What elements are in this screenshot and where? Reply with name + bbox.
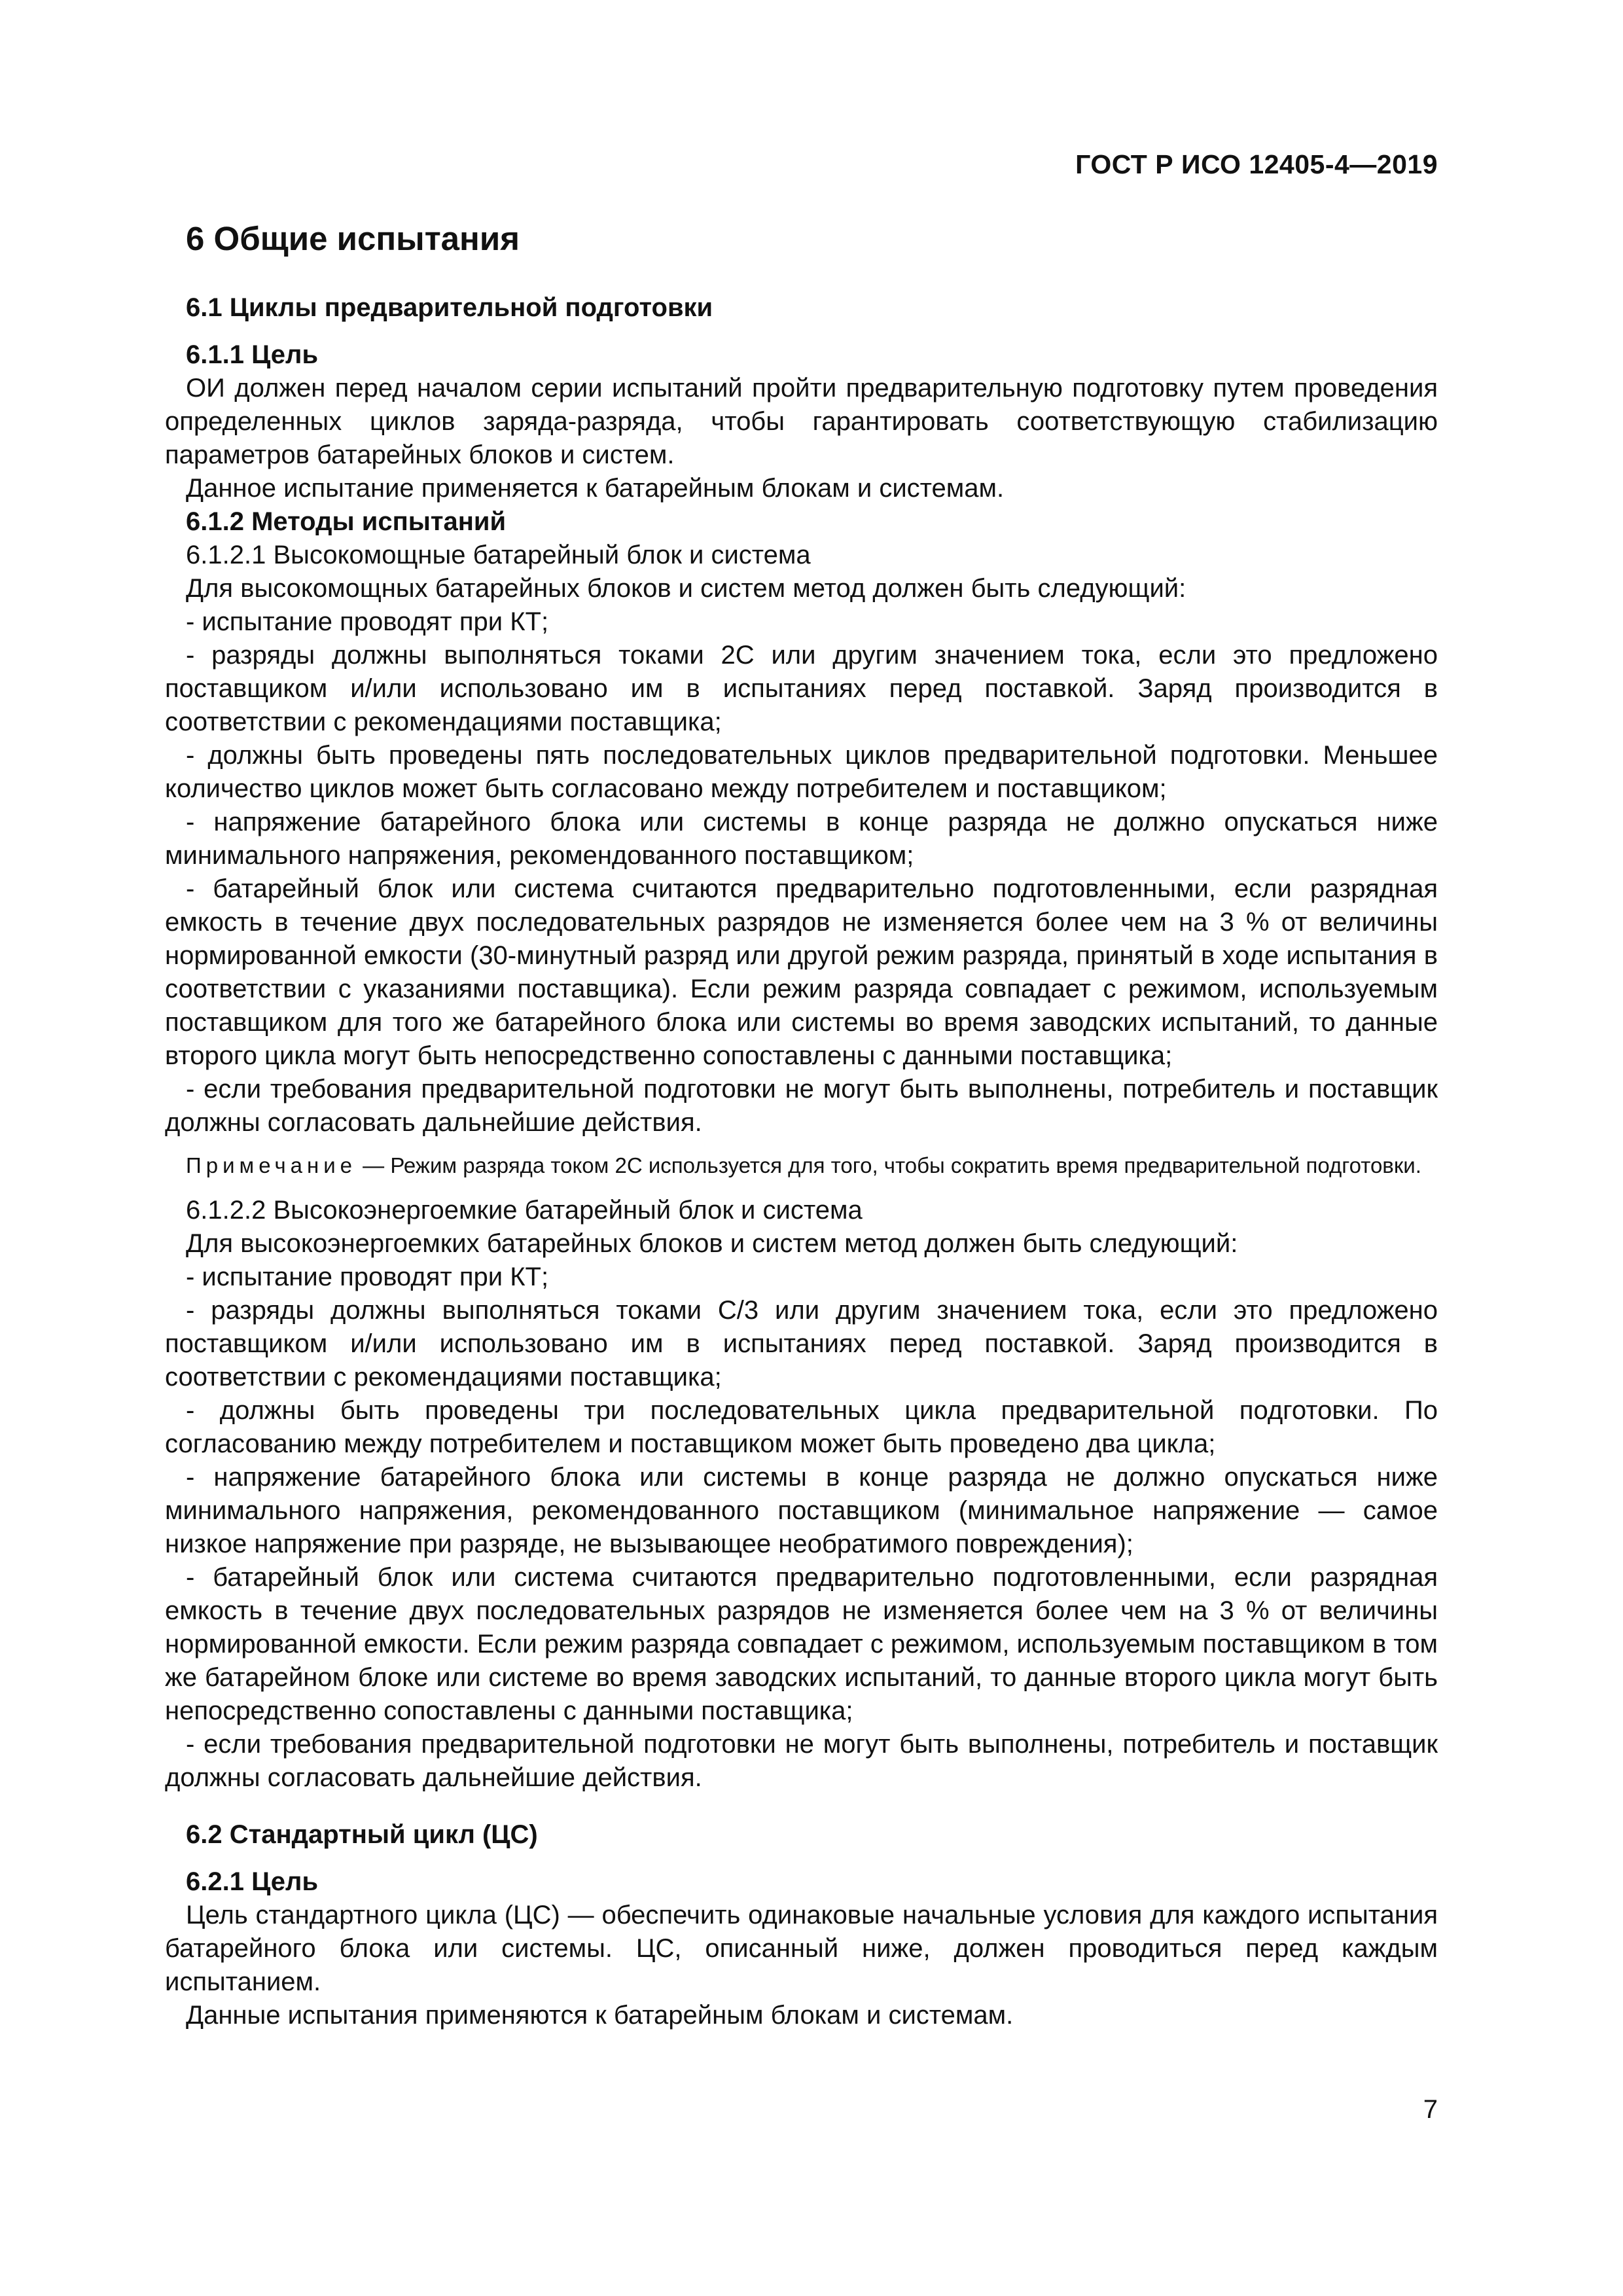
list-item: - разряды должны выполняться токами C/3 или другим значением тока, если это предложено поставщиком и/или использовано им в испытаниях перед поставкой. Заряд производится в соответствии с рекомендациями поставщика; bbox=[165, 1296, 1438, 1391]
clause-6-2-1-title: 6.2.1 Цель bbox=[186, 1867, 319, 1896]
section-title: 6 Общие испытания bbox=[186, 220, 520, 257]
list-item: - батарейный блок или система считаются предварительно подготовленными, если разрядная емкость в течение двух последовательных разрядов не изменяется более чем на 3 % от величины нормированной емкости. Если режим разряда совпадает с режимом, используемым поставщиком в том же батарейном блоке или системе во время заводских испытаний, то данные второго цикла могут быть непосредственно сопоставлены с данными поставщика; bbox=[165, 1563, 1438, 1725]
list-item: - напряжение батарейного блока или системы в конце разряда не должно опускаться ниже минимального напряжения, рекомендованного поставщиком (минимальное напряжение — самое низкое напряжение при разряде, не вызывающее необратимого повреждения); bbox=[165, 1463, 1438, 1558]
note-text: — Режим разряда током 2C используется для того, чтобы сократить время предварительной подготовки. bbox=[357, 1153, 1421, 1177]
paragraph: Цель стандартного цикла (ЦС) — обеспечить одинаковые начальные условия для каждого испытания батарейного блока или системы. ЦС, описанный ниже, должен проводиться перед каждым испытанием. bbox=[165, 1901, 1438, 1996]
paragraph: Для высокоэнергоемких батарейных блоков и систем метод должен быть следующий: bbox=[186, 1229, 1238, 1258]
clause-6-1-2-1-title: 6.1.2.1 Высокомощные батарейный блок и система bbox=[186, 541, 811, 569]
note-label: Примечание bbox=[186, 1153, 357, 1177]
list-item: - напряжение батарейного блока или системы в конце разряда не должно опускаться ниже минимального напряжения, рекомендованного поставщиком; bbox=[165, 808, 1438, 870]
list-item: - разряды должны выполняться токами 2C или другим значением тока, если это предложено поставщиком и/или использовано им в испытаниях перед поставкой. Заряд производится в соответствии с рекомендациями поставщика; bbox=[165, 641, 1438, 736]
paragraph: Данное испытание применяется к батарейным блокам и системам. bbox=[186, 474, 1005, 503]
list-item: - испытание проводят при КТ; bbox=[186, 1263, 549, 1291]
page-number: 7 bbox=[1423, 2095, 1438, 2124]
subsection-6-2-title: 6.2 Стандартный цикл (ЦС) bbox=[186, 1820, 538, 1849]
page-content bbox=[165, 219, 1438, 2032]
list-item: - должны быть проведены пять последовательных циклов предварительной подготовки. Меньшее количество циклов может быть согласовано между потребителем и поставщиком; bbox=[165, 741, 1438, 803]
clause-6-1-2-title: 6.1.2 Методы испытаний bbox=[186, 507, 507, 536]
clause-6-1-1-title: 6.1.1 Цель bbox=[186, 340, 319, 369]
note bbox=[165, 1151, 1438, 1179]
list-item: - должны быть проведены три последовательных цикла предварительной подготовки. По согласованию между потребителем и поставщиком может быть проведено два цикла; bbox=[165, 1396, 1438, 1458]
paragraph: Данные испытания применяются к батарейным блокам и системам. bbox=[186, 2001, 1014, 2030]
document-code-header: ГОСТ Р ИСО 12405-4—2019 bbox=[1075, 149, 1438, 179]
list-item: - испытание проводят при КТ; bbox=[186, 607, 549, 636]
list-item: - батарейный блок или система считаются предварительно подготовленными, если разрядная емкость в течение двух последовательных разрядов не изменяется более чем на 3 % от величины нормированной емкости (30-минутный разряд или другой режим разряда, принятый в ходе испытания в соответствии с указаниями поставщика). Если режим разряда совпадает с режимом, используемым поставщиком для того же батарейного блока или системы во время заводских испытаний, то данные второго цикла могут быть непосредственно сопоставлены с данными поставщика; bbox=[165, 874, 1438, 1070]
subsection-6-1-title: 6.1 Циклы предварительной подготовки bbox=[186, 293, 713, 322]
clause-6-1-2-2-title: 6.1.2.2 Высокоэнергоемкие батарейный блок и система bbox=[186, 1196, 863, 1225]
paragraph: ОИ должен перед началом серии испытаний пройти предварительную подготовку путем проведения определенных циклов заряда-разряда, чтобы гарантировать соответствующую стабилизацию параметров батарейных блоков и систем. bbox=[165, 374, 1438, 469]
list-item: - если требования предварительной подготовки не могут быть выполнены, потребитель и поставщик должны согласовать дальнейшие действия. bbox=[165, 1730, 1438, 1792]
list-item: - если требования предварительной подготовки не могут быть выполнены, потребитель и поставщик должны согласовать дальнейшие действия. bbox=[165, 1075, 1438, 1137]
paragraph: Для высокомощных батарейных блоков и систем метод должен быть следующий: bbox=[186, 574, 1186, 603]
